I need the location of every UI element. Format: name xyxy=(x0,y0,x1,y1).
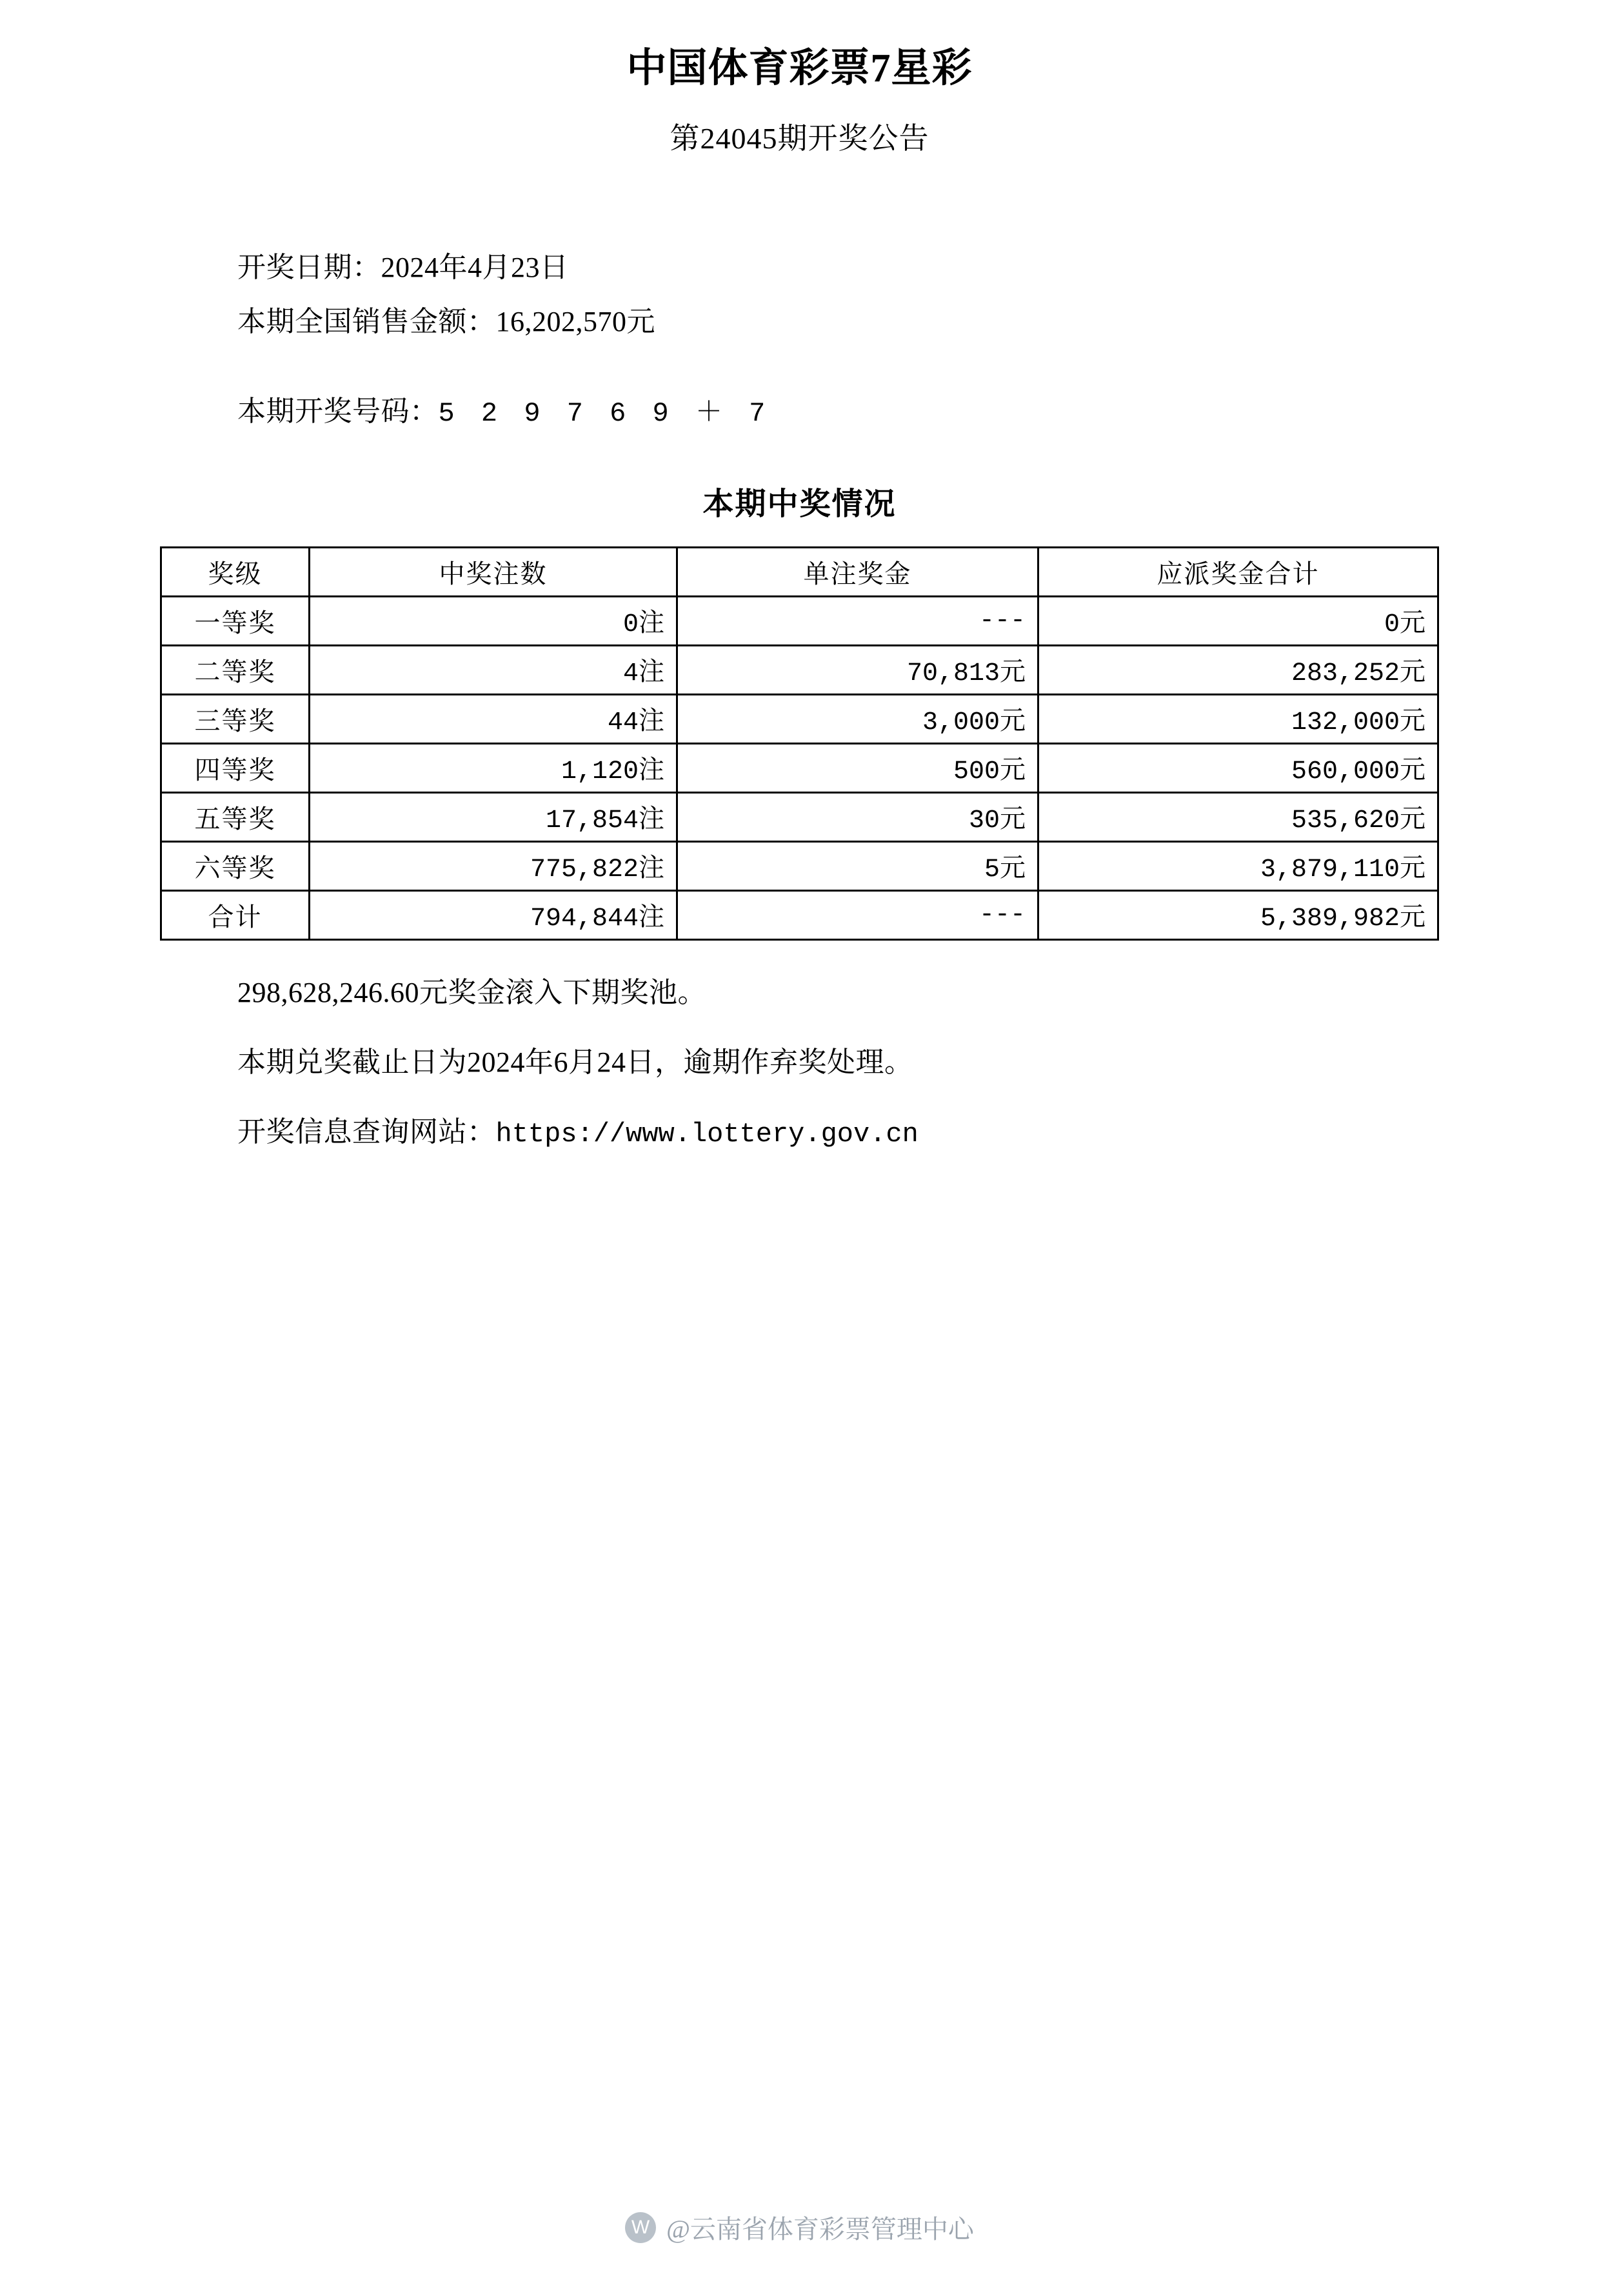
document-page xyxy=(0,35,1599,2296)
cell-single: --- xyxy=(677,890,1038,939)
weibo-icon xyxy=(625,2212,656,2243)
winning-numbers-label: 本期开奖号码： xyxy=(237,395,439,427)
page-title: 中国体育彩票7星彩 xyxy=(626,46,973,90)
cell-single: 5元 xyxy=(677,841,1038,890)
cell-level: 三等奖 xyxy=(161,694,310,743)
website-line xyxy=(237,1111,1599,1155)
prize-section-title: 本期中奖情况 xyxy=(702,486,897,521)
page-subtitle: 第24045期开奖公告 xyxy=(670,122,929,155)
rollover-line: 298,628,246.60元奖金滚入下期奖池。 xyxy=(237,976,706,1008)
header-count: 中奖注数 xyxy=(310,547,677,596)
cell-single: 500元 xyxy=(677,743,1038,792)
table-row xyxy=(161,792,1438,841)
watermark-text: @云南省体育彩票管理中心 xyxy=(666,2215,974,2244)
website-url: https://www.lottery.gov.cn xyxy=(495,1118,919,1150)
cell-total: 283,252元 xyxy=(1038,645,1438,694)
meta-block xyxy=(0,248,1599,434)
table-header-row xyxy=(161,547,1438,596)
watermark xyxy=(0,2209,1599,2246)
cell-count: 0注 xyxy=(310,596,677,645)
cell-count: 775,822注 xyxy=(310,841,677,890)
cell-count: 794,844注 xyxy=(310,890,677,939)
cell-total: 535,620元 xyxy=(1038,792,1438,841)
winning-numbers-line xyxy=(237,392,1599,434)
cell-single: 30元 xyxy=(677,792,1038,841)
cell-level: 一等奖 xyxy=(161,596,310,645)
table-row xyxy=(161,596,1438,645)
cell-total: 3,879,110元 xyxy=(1038,841,1438,890)
cell-count: 1,120注 xyxy=(310,743,677,792)
cell-count: 17,854注 xyxy=(310,792,677,841)
cell-total: 5,389,982元 xyxy=(1038,890,1438,939)
cell-single: --- xyxy=(677,596,1038,645)
draw-date-line: 开奖日期：2024年4月23日 xyxy=(237,252,569,283)
deadline-line: 本期兑奖截止日为2024年6月24日，逾期作弃奖处理。 xyxy=(237,1046,913,1078)
website-label: 开奖信息查询网站： xyxy=(237,1115,496,1148)
cell-single: 3,000元 xyxy=(677,694,1038,743)
header-single-prize: 单注奖金 xyxy=(677,547,1038,596)
cell-level: 二等奖 xyxy=(161,645,310,694)
table-row xyxy=(161,841,1438,890)
cell-count: 4注 xyxy=(310,645,677,694)
cell-total: 0元 xyxy=(1038,596,1438,645)
winning-numbers-value: 5 2 9 7 6 9 ＋ 7 xyxy=(438,397,771,429)
footer-block xyxy=(0,972,1599,1155)
cell-count: 44注 xyxy=(310,694,677,743)
table-row-total xyxy=(161,890,1438,939)
sales-amount-line: 本期全国销售金额：16,202,570元 xyxy=(237,306,655,338)
cell-level: 合计 xyxy=(161,890,310,939)
cell-single: 70,813元 xyxy=(677,645,1038,694)
header-total-prize: 应派奖金合计 xyxy=(1038,547,1438,596)
table-row xyxy=(161,743,1438,792)
cell-total: 560,000元 xyxy=(1038,743,1438,792)
prize-table xyxy=(160,546,1439,941)
table-row xyxy=(161,645,1438,694)
table-row xyxy=(161,694,1438,743)
cell-total: 132,000元 xyxy=(1038,694,1438,743)
cell-level: 四等奖 xyxy=(161,743,310,792)
cell-level: 六等奖 xyxy=(161,841,310,890)
cell-level: 五等奖 xyxy=(161,792,310,841)
header-level: 奖级 xyxy=(161,547,310,596)
